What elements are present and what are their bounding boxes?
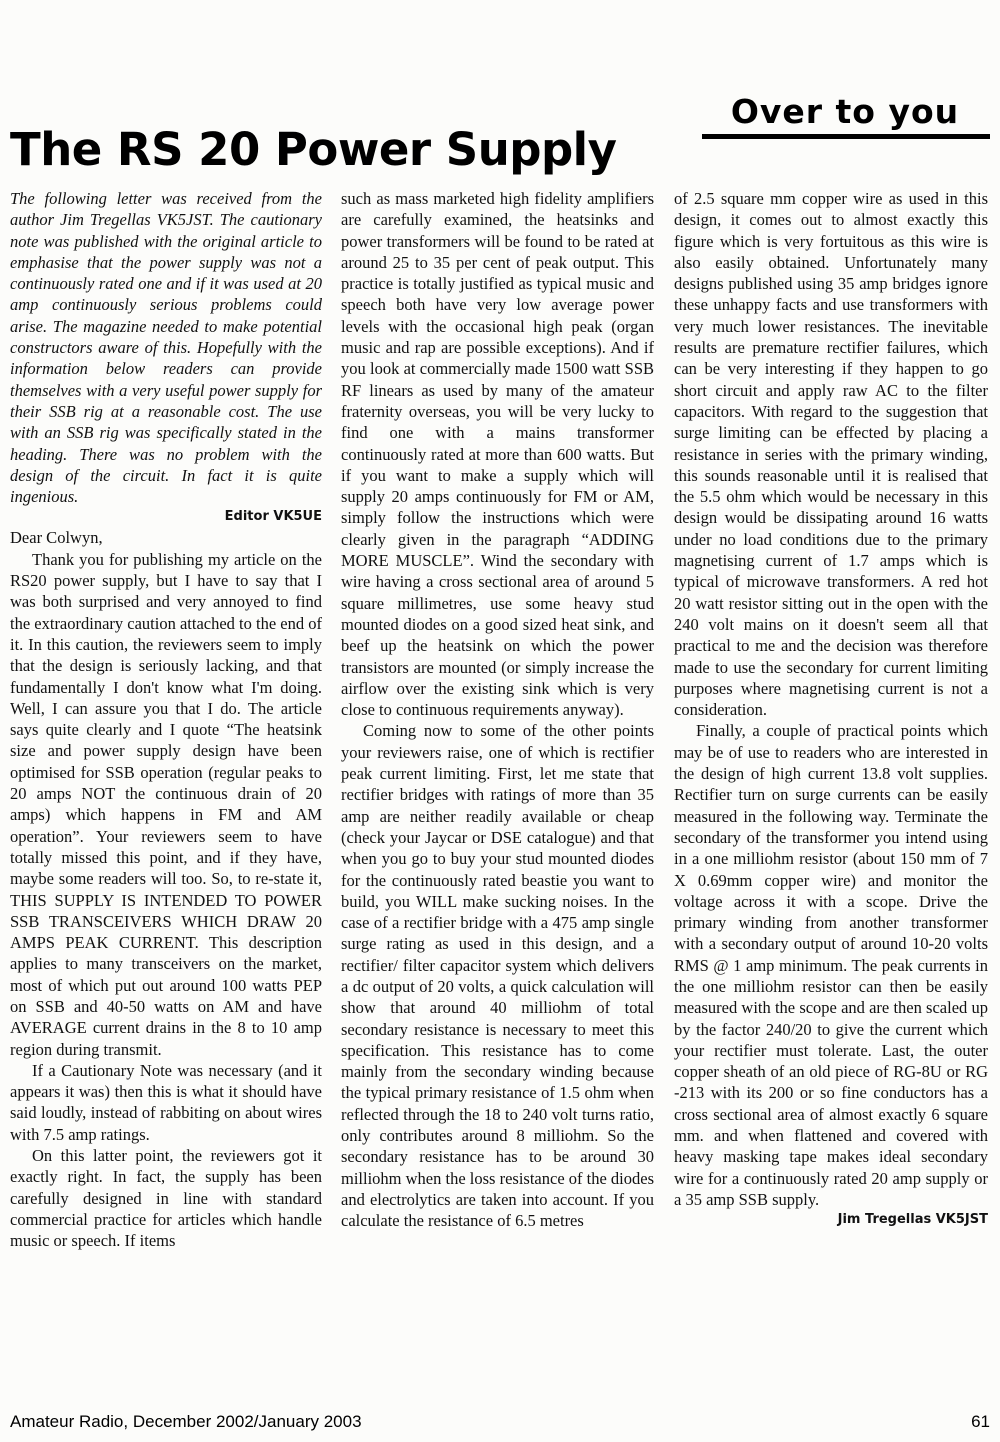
- letter-paragraph: such as mass marketed high fidelity amplifiers are carefully examined, the heatsinks and power transformers will be found to be rated at around 25 to 35 per cent of peak output. This practice is totally justified as typical music and speech both have very low average power levels with the occasional high peak (organ music and rap are possible exceptions). And if you look at commercially made 1500 watt SSB RF linears as used by many of the amateur fraternity overseas, you will be very lucky to find one with a mains transformer continuously rated at more than 600 watts. But if you want to make a supply which will supply 20 amps continuously for FM or AM, simply follow the instructions which were clearly given in the paragraph “ADDING MORE MUSCLE”. Wind the secondary with wire having a cross sectional area of around 5 square millimetres, use some heavy stud mounted diodes on a good sized heat sink, and beef up the heatsink on which the power transistors are mounted (or simply increase the airflow over the existing sink which is very close to continuous requirements anyway).: [341, 189, 654, 720]
- salutation: Dear Colwyn,: [10, 528, 103, 548]
- page-number: 61: [971, 1412, 990, 1431]
- page-footer: [10, 1412, 990, 1434]
- letter-paragraph: On this latter point, the reviewers got it exactly right. In fact, the supply has been carefully designed in line with standard commercial practice for articles which handle music or speech. If items: [10, 1146, 322, 1251]
- letter-paragraph: of 2.5 square mm copper wire as used in this design, it comes out to almost exactly this figure which is very fortuitous as this wire is also easily obtained. Unfortunately many designs published using 35 amp bridges ignore these unhappy facts and use transformers with very much lower resistances. The inevitable results are premature rectifier failures, which can be very interesting if they happen to go short circuit and apply raw AC to the filter capacitors. With regard to the suggestion that surge limiting can be effected by placing a resistance in series with the primary winding, this sounds reasonable until it is realised that the 5.5 ohm which would be necessary in this design would be dissipating around 16 watts under no load conditions due to the primary magnetising current of 1.7 amps which is typical of microwave transformers. A red hot 20 watt resistor sitting out in the open with the 240 volt mains on it doesn't seem all that practical to me and the decision was therefore made to use the secondary for current limiting purposes where magnetising current is not a consideration.: [674, 189, 988, 720]
- editor-signoff: Editor VK5UE: [224, 509, 322, 525]
- letter-paragraph: Finally, a couple of practical points which may be of use to readers who are interested in the design of high current 13.8 volt supplies. Rectifier turn on surge currents can be easily measured in the following way. Terminate the secondary of the transformer you intend using in a one milliohm resistor (about 150 mm of 7 X 0.69mm copper wire) and monitor the voltage across it with a scope. Drive the primary winding from another transformer with a secondary output of around 10-20 volts RMS @ 1 amp minimum. The peak currents in the one milliohm resistor can then be easily measured with the scope and are then scaled up by the factor 240/20 to give the current which your rectifier must tolerate. Last, the outer copper sheath of an old piece of RG-8U or RG -213 with its 200 or so fine conductors has a cross sectional area of almost exactly 6 square mm. and when flattened and covered with heavy masking tape makes ideal secondary wire for a continuously rated 20 amp supply or a 35 amp SSB supply.: [674, 721, 988, 1209]
- column-1: [10, 188, 322, 1398]
- letter-paragraph: Thank you for publishing my article on the RS20 power supply, but I have to say that I was both surprised and very annoyed to find the extraordinary caution attached to the end of it. In this caution, the reviewers seem to imply that the design is seriously lacking, and that fundamentally I don't know what I'm doing. Well, I can assure you that I do. The article says quite clearly and I quote “The heatsink size and power supply design have been optimised for SSB operation (regular peaks to 20 amps NOT the continuous drain of 20 amps) which happens in FM and AM operation”. Your reviewers seem to have totally missed this point, and if they have, maybe some readers will too. So, to re-state it, THIS SUPPLY IS INTENDED TO POWER SSB TRANSCEIVERS WHICH DRAW 20 AMPS PEAK CURRENT. This description applies to many transceivers on the market, most of which put out around 100 watts PEP on SSB and 40-50 watts on AM and have AVERAGE current drains in the 8 to 10 amp region during transmit.: [10, 549, 322, 1059]
- section-header-rule: [702, 134, 990, 139]
- editor-note: The following letter was received from the author Jim Tregellas VK5JST. The cautionary note was published with the original article to emphasise that the power supply was not a continuously rated one and if it was used at 20 amp continuously serious problems could arise. The magazine needed to make potential constructors aware of this. Hopefully with the information below readers can provide themselves with a very useful power supply for their SSB rig at a reasonable cost. The use with an SSB rig was specifically stated in the heading. There was no problem with the design of the circuit. In fact it is quite ingenious.: [10, 189, 322, 507]
- publication-info: Amateur Radio, December 2002/January 2003: [10, 1412, 362, 1431]
- section-header: Over to you: [730, 92, 960, 131]
- letter-paragraph: Coming now to some of the other points your reviewers raise, one of which is rectifier peak current limiting. First, let me state that rectifier bridges with ratings of more than 35 amp are neither readily available or cheap (check your Jaycar or DSE catalogue) and that when you go to buy your stud mounted diodes for the continuously rated beastie you want to build, you WILL make sucking noises. In the case of a rectifier bridge with a 475 amp single surge rating as used in this design, and a rectifier/ filter capacitor system which delivers a dc output of 20 volts, a quick calculation will show that around 40 milliohm of total secondary resistance is necessary to meet this specification. This resistance has to come mainly from the secondary winding because the typical primary resistance of 1.5 ohm when reflected through the 18 to 240 volt turns ratio, only contributes around 8 milliohm. So the secondary resistance has to be around 30 milliohm when the loss resistance of the diodes and electrolytics are taken into account. If you calculate the resistance of 6.5 metres: [341, 721, 654, 1231]
- column-3: [674, 188, 988, 1398]
- author-signoff: Jim Tregellas VK5JST: [837, 1212, 988, 1228]
- column-2: [341, 188, 654, 1398]
- letter-paragraph: If a Cautionary Note was necessary (and it appears it was) then this is what it should have said loudly, instead of rabbiting on about wires with 7.5 amp ratings.: [10, 1060, 322, 1144]
- article-title: The RS 20 Power Supply: [10, 123, 617, 176]
